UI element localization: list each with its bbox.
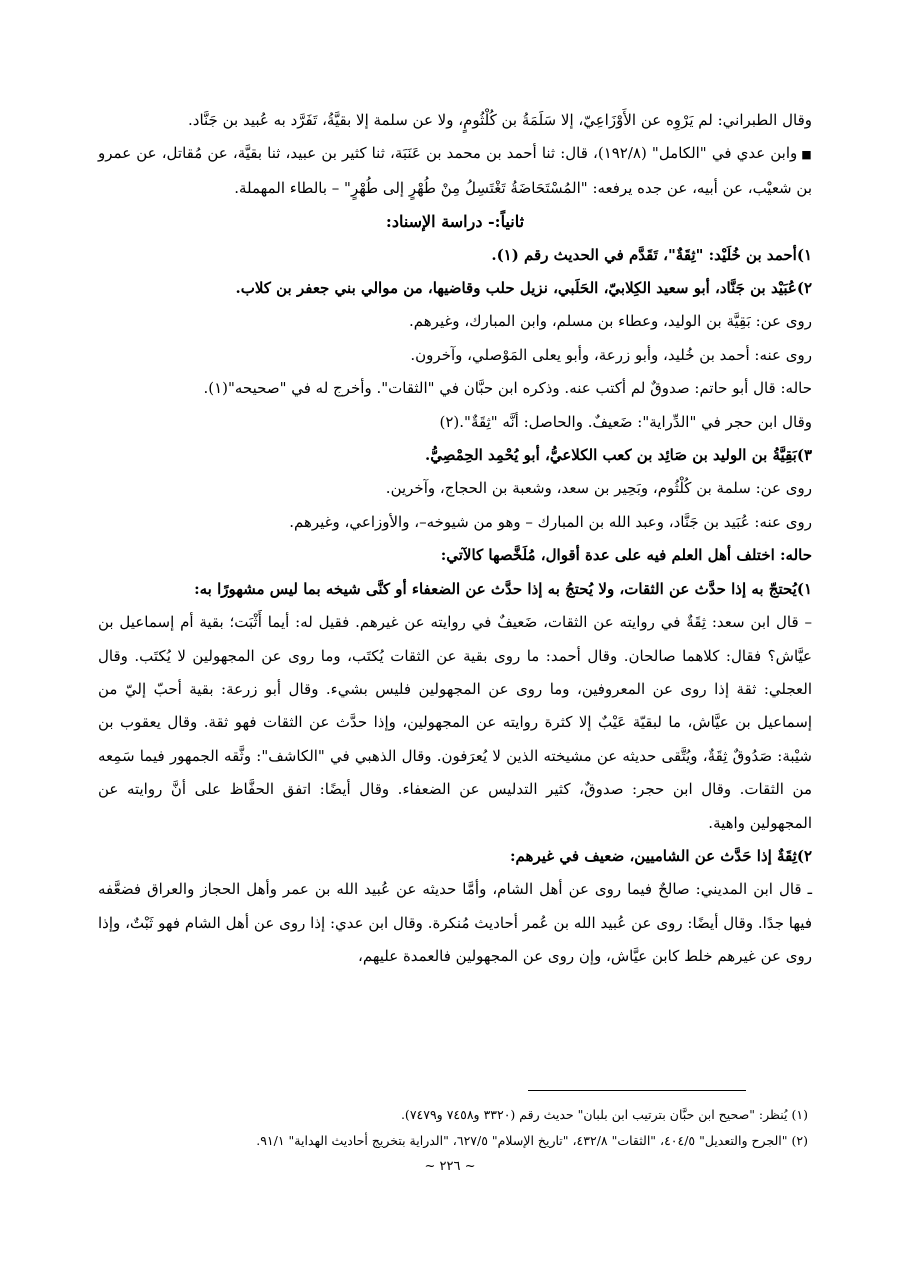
paragraph-tabarani: وقال الطبراني: لم يَرْوِه عن الأَوْزَاعِيّ، إلا سَلَمَةُ بن كُلْثُومٍ، ولا عن سلمة إلا بقيَّةُ، تَفَرَّد به عُبيد بن جَنَّاد. bbox=[188, 111, 812, 129]
opinion-body-1: – قال ابن سعد: ثِقَةٌ في روايته عن الثقات، ضَعيفٌ في روايته عن غيرهم. فقيل له: أيما أَثْبَت؛ بقية أم إسماعيل بن عيَّاش؟ فقال: كلاهما صالحان. وقال أحمد: ما روى بقية عن الثقات يُكتَب، وما روى عن المجهولين لا يُكتَب. وقال العجلي: ثقة إذا روى عن المعروفين، وما روى عن المجهولين فليس بشيء. وقال أبو زرعة: بقية أحبّ إليّ من إسماعيل بن عيَّاش، ما لبقيّة عَيْبٌ إلا كثرة روايته عن المجهولين، وإذا حدَّث عن الثقات فهو ثقة. وقال يعقوب بن شيْبة: صَدُوقٌ ثِقَةٌ، ويُتَّقى حديثه عن مشيخته الذين لا يُعرَفون. وقال الذهبي في "الكاشف": وثَّقه الجمهور فيما سَمِعه من الثقات. وقال ابن حجر: صدوقٌ، كثير التدليس عن الضعفاء. وقال أيضًا: اتفق الحفَّاظ على أنَّ روايته عن المجهولين واهية. bbox=[98, 613, 812, 832]
footnotes bbox=[98, 1102, 808, 1154]
narrated-by: روى عنه: عُبَيد بن جَنَّاد، وعبد الله بن المبارك – وهو من شيوخه–، والأوزاعي، وغيرهم. bbox=[289, 512, 812, 531]
page-number: ~ ٢٢٦ ~ bbox=[424, 1159, 476, 1174]
footnote-divider bbox=[528, 1090, 746, 1091]
narrator-heading-1: ١)أحمد بن خُلَيْد: "ثِقَةٌ"، تَقَدَّم في الحديث رقم (١). bbox=[491, 245, 812, 264]
narrator-status: حاله: اختلف أهل العلم فيه على عدة أقوال، مُلَخَّصها كالآتي: bbox=[440, 546, 812, 565]
paragraph-ibn-adi: ■وابن عدي في "الكامل" (١٩٢/٨)، قال: ثنا أحمد بن محمد بن عَنَبَة، ثنا كثير بن عبيد، ثنا بقيَّة، عن مُقاتل، عن عمرو بن شعيْب، عن أبيه، عن جده يرفعه: "المُسْتَحَاضَةُ تَغْتَسِلُ مِنْ طُهْرٍ إلى طُهْرٍ" – بالطاء المهملة. bbox=[98, 144, 812, 197]
narrated-by: روى عنه: أحمد بن خُليد، وأبو زرعة، وأبو يعلى المَوْصلي، وآخرون. bbox=[410, 345, 812, 364]
bullet-icon: ■ bbox=[801, 148, 812, 162]
section-title: ثانياً:- دراسة الإسناد: bbox=[385, 212, 525, 232]
footnote-1: (١) يُنظر: "صحيح ابن حبَّان بترتيب ابن بلبان" حديث رقم (٣٣٢٠ و٧٤٥٨ و٧٤٧٩). bbox=[400, 1107, 808, 1122]
footnote-2: (٢) "الجرح والتعديل" ٤٠٤/٥، "الثقات" ٤٣٢/٨، "تاريخ الإسلام" ٦٢٧/٥، "الدراية بتخريج أحاديث الهداية" ٩١/١. bbox=[256, 1133, 808, 1148]
opinion-heading-2: ٢)ثِقَةٌ إذا حَدَّث عن الشاميين، ضعيف في غيرهم: bbox=[510, 846, 812, 865]
opinion-heading-1: ١)يُحتجّ به إذا حدَّث عن الثقات، ولا يُحتجُ به إذا حدَّث عن الضعفاء أو كنَّى شيخه بما ليس مشهورًا به: bbox=[194, 579, 812, 598]
opinion-body-2: ـ قال ابن المديني: صالحٌ فيما روى عن أهل الشام، وأمَّا حديثه عن عُبيد الله بن عمر وأهل الحجاز والعراق فضعَّفه فيها جدًا. وقال أيضًا: روى عن عُبيد الله بن عُمر أحاديث مُنكرة. وقال ابن عدي: إذا روى عن أهل الشام فهو ثَبْتٌ، وإذا روى عن غيرهم خلط كابن عيَّاش، وإن روى عن المجهولين فالعمدة عليهم، bbox=[98, 880, 812, 966]
ibn-hajar-conclusion: وقال ابن حجر في "الدِّراية": ضَعيفٌ. والحاصل: أنَّه "ثِقَةٌ".(٢) bbox=[439, 412, 812, 431]
narrator-heading-3: ٣)بَقِيَّةُ بن الوليد بن صَائِد بن كعب الكلاعيُّ، أبو يُحْمِد الحِمْصِيُّ. bbox=[425, 446, 812, 465]
main-text bbox=[98, 104, 812, 974]
narrated-from: روى عن: بَقِيَّة بن الوليد، وعطاء بن مسلم، وابن المبارك، وغيرهم. bbox=[409, 312, 812, 331]
narrator-status: حاله: قال أبو حاتم: صدوقٌ لم أكتب عنه. وذكره ابن حبَّان في "الثقات". وأخرج له في "صحيحه"(١). bbox=[203, 379, 812, 398]
narrated-from: روى عن: سلمة بن كُلْثُوم، وبَحِير بن سعد، وشعبة بن الحجاج، وآخرين. bbox=[385, 479, 812, 498]
narrator-heading-2: ٢)عُبَيْد بن جَنَّاد، أبو سعيد الكِلابيّ، الحَلَبي، نزيل حلب وقاضيها، من موالي بني جعفر بن كلاب. bbox=[235, 279, 812, 298]
